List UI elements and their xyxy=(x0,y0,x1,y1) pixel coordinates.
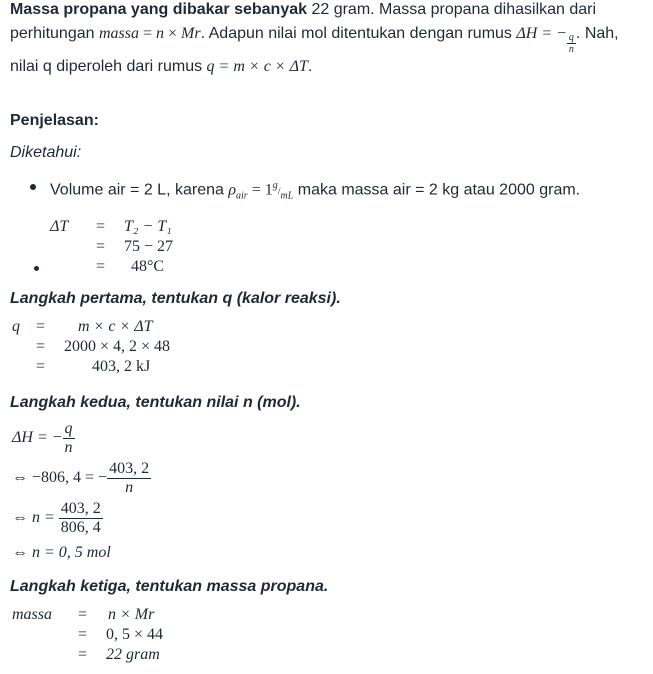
step1-title: Langkah pertama, tentukan q (kalor reaksi). xyxy=(10,290,341,307)
dt-row-3: 48°C xyxy=(131,258,165,275)
step2-l1-num: q xyxy=(64,420,73,437)
dt-eq-2: = xyxy=(96,238,106,255)
step1-row-1: m × c × ΔT xyxy=(78,318,153,335)
dt-row-2: 75 − 27 xyxy=(124,238,174,255)
intro-text-4: . xyxy=(307,58,313,75)
step2-l2-frac xyxy=(107,460,151,496)
step1-lhs: q xyxy=(12,318,20,335)
bullet1-eq: = 1 xyxy=(247,181,273,199)
step2-l2-lhs: ⇔ −806, 4 = − xyxy=(12,469,108,487)
bullet-dot-1 xyxy=(30,184,36,190)
step3-row-3: 22 gram xyxy=(106,646,160,663)
step1-row-3: 403, 2 kJ xyxy=(92,358,151,375)
step2-l1-frac xyxy=(63,420,75,456)
step2-line-2 xyxy=(12,460,151,496)
step2-l2-den: n xyxy=(125,478,134,496)
bullet1-ml: mL xyxy=(280,190,294,202)
intro-text-2: . Adapun nilai mol ditentukan dengan rumus xyxy=(200,25,517,42)
step1-eq-3: = xyxy=(36,358,46,375)
dt-eq-3: = xyxy=(96,258,106,275)
dt-eq-1: = xyxy=(96,218,106,235)
step1-eq-2: = xyxy=(36,338,46,355)
intro-text-1: 22 gram. Massa propana dihasilkan dari perhitungan xyxy=(10,1,597,42)
step2-line-3 xyxy=(12,500,103,536)
intro-math-eq: = xyxy=(138,25,157,42)
penjelasan-heading: Penjelasan: xyxy=(10,112,99,129)
step3-row-1: n × Mr xyxy=(108,606,155,623)
step1-row-2: 2000 × 4, 2 × 48 xyxy=(64,338,171,355)
step2-l3-den: 806, 4 xyxy=(60,518,101,536)
intro-math-n: n xyxy=(156,25,165,42)
intro-frac-num: q xyxy=(568,32,574,43)
intro-bold: Massa propana yang dibakar sebanyak xyxy=(10,1,308,18)
step2-l1-den: n xyxy=(64,438,73,456)
intro-frac-q-n xyxy=(567,32,576,55)
step3-row-2: 0, 5 × 44 xyxy=(106,626,164,643)
intro-paragraph xyxy=(10,0,642,79)
bullet-volume-air: Volume air = 2 L, karena $\rho_{air} = 1^g/_{mL}$ maka massa air = 2 kg atau 2000 gram. xyxy=(50,180,581,202)
bullet1-air: air xyxy=(236,190,248,202)
step2-l3-frac xyxy=(59,500,103,536)
bullet-dot-2 xyxy=(34,266,39,271)
step3-lhs: massa xyxy=(12,606,53,623)
intro-math-qform: q = m × c × ΔT xyxy=(206,58,308,75)
step2-l3-lhs: ⇔ n = xyxy=(12,509,55,527)
bullet1-rho: ρ xyxy=(228,181,237,199)
step3-eq-1: = xyxy=(78,606,88,623)
intro-math-times: × xyxy=(164,25,182,42)
intro-math-mr: Mr xyxy=(181,25,201,42)
intro-math-massa: massa xyxy=(98,25,139,42)
step2-l1-lhs: ΔH = − xyxy=(12,429,63,447)
step2-line-1 xyxy=(12,420,75,456)
intro-frac-den: n xyxy=(568,44,574,55)
step2-l2-num: 403, 2 xyxy=(109,460,150,477)
bullet1-text-2: maka massa air = 2 kg atau 2000 gram. xyxy=(293,181,581,199)
step2-l3-num: 403, 2 xyxy=(60,500,101,517)
step3-eq-3: = xyxy=(78,646,88,663)
dt-row-1: T₂ − T₁ xyxy=(124,218,172,235)
step1-eq-1: = xyxy=(36,318,46,335)
bullet1-text-1: Volume air = 2 L, karena xyxy=(50,181,229,199)
step3-title: Langkah ketiga, tentukan massa propana. xyxy=(10,578,329,595)
diketahui-label: Diketahui: xyxy=(10,144,82,161)
step3-eq-2: = xyxy=(78,626,88,643)
dt-lhs: ΔT xyxy=(50,218,69,235)
step2-title: Langkah kedua, tentukan nilai n (mol). xyxy=(10,394,301,411)
intro-text-3: . Nah, nilai q diperoleh dari rumus xyxy=(10,25,619,75)
step2-line-4: ⇔ n = 0, 5 mol xyxy=(12,544,111,561)
bullet1-g: g xyxy=(272,180,278,191)
intro-math-dh: ΔH = − xyxy=(516,25,567,42)
